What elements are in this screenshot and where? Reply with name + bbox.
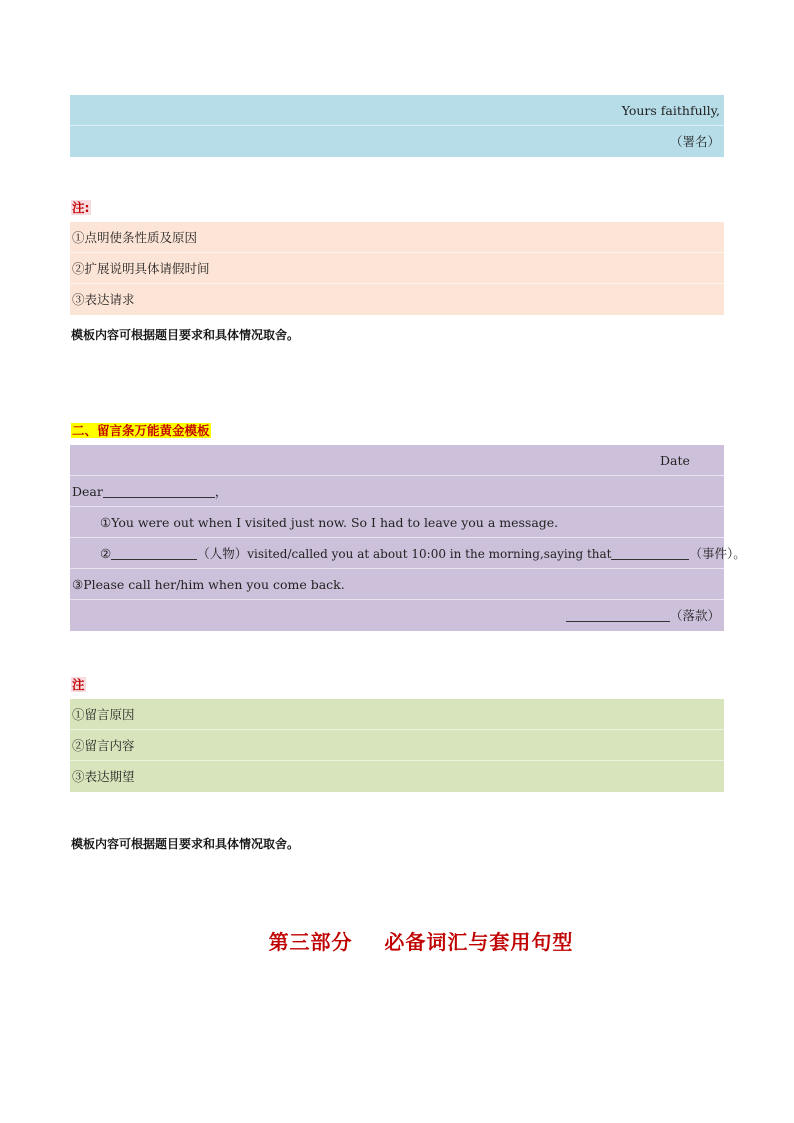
event-blank [611,545,689,560]
remark2: 模板内容可根据题目要求和具体情况取舍。 [71,837,300,851]
list-item: ②扩展说明具体请假时间 [70,253,724,284]
message-line-1 [70,507,724,538]
dear-row [70,476,724,507]
part3-heading: 第三部分 必备词汇与套用句型 [268,930,574,954]
message-line-2 [70,538,746,569]
person-blank [111,545,197,560]
closing-text: Yours faithfully, [621,103,720,118]
section2-title: 二、留言条万能黄金模板 [72,423,210,438]
list-item: ③表达期望 [72,769,135,784]
date-text: Date [660,453,690,468]
note1-list [70,222,724,315]
list-item: ②留言内容 [70,730,724,761]
dear-suffix: ， [214,484,228,499]
message-line-1-text: ①You were out when I visited just now. So I had to leave you a message. [100,515,559,530]
signoff-text: （落款） [669,608,720,623]
remark1: 模板内容可根据题目要求和具体情况取舍。 [71,328,300,342]
dear-text: Dear [72,484,103,499]
note1-label: 注: [72,200,90,215]
letter-closing-block [70,95,724,157]
line2-person: （人物） [197,546,248,561]
message-line-3 [70,569,724,600]
list-item: ③表达请求 [72,292,135,307]
line2-prefix: ② [100,546,112,561]
note2-list [70,699,724,792]
line2-mid: visited/called you at about 10:00 in the morning,saying that [247,547,612,561]
signoff-blank [566,607,670,622]
message-line-3-text: ③Please call her/him when you come back. [72,577,345,592]
list-item: ①留言原因 [70,699,724,730]
signature-text: （署名） [669,134,720,149]
date-row [70,445,724,476]
signoff-row [70,600,724,631]
closing-row [70,95,724,126]
message-template [70,445,746,631]
note2-label: 注 [72,677,85,692]
name-blank [103,483,215,498]
signature-row [70,126,724,157]
list-item: ①点明使条性质及原因 [70,222,724,253]
line2-event: （事件）。 [689,546,746,561]
